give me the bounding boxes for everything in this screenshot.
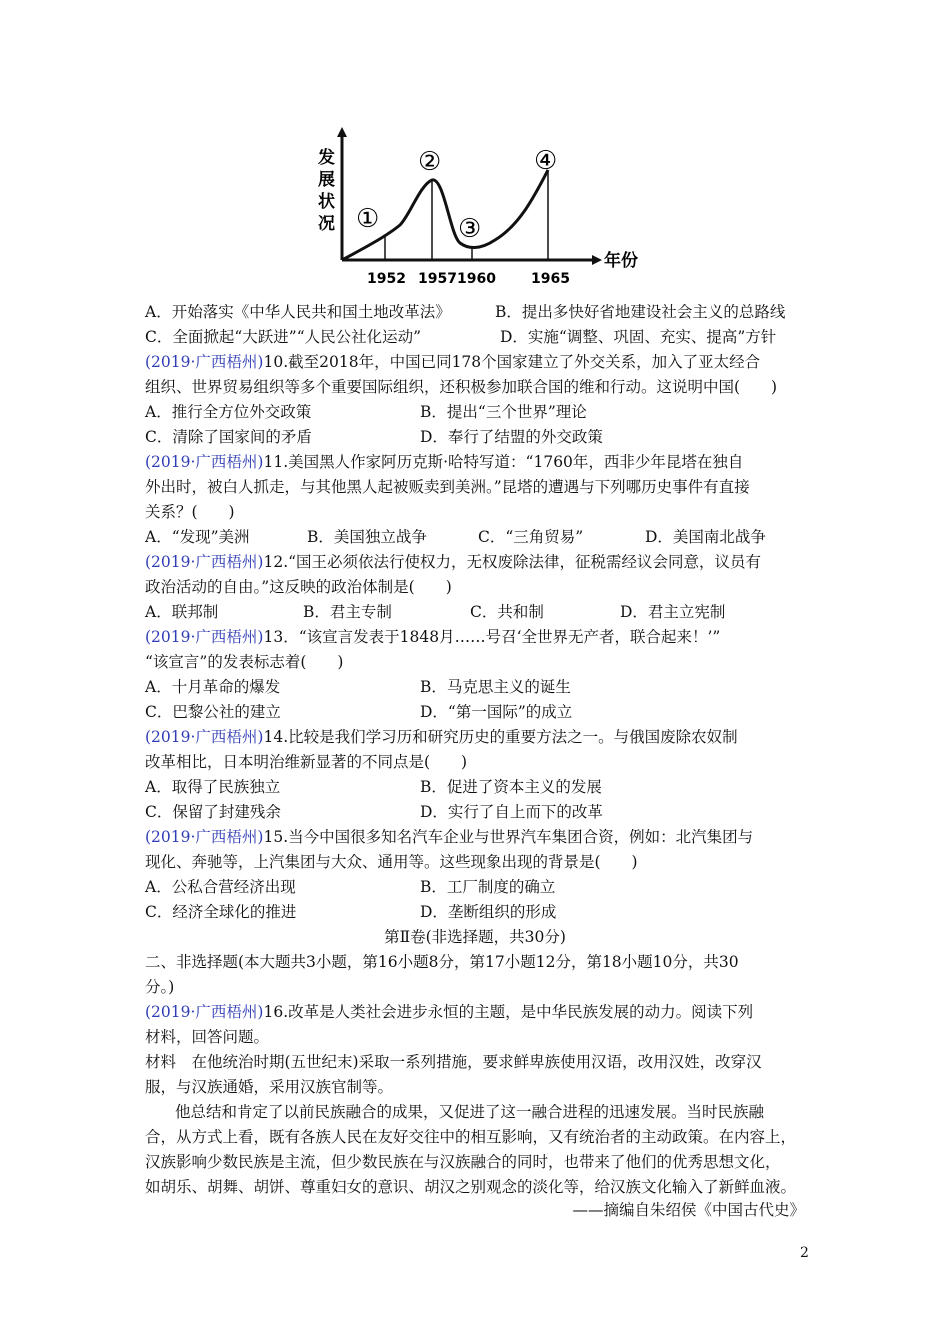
q9-option-a[interactable]: A．开始落实《中华人民共和国土地改革法》 [145, 303, 451, 321]
q12-options-row [145, 602, 726, 622]
q16-stem-line-1 [145, 1002, 753, 1022]
q12-stem-line-1 [145, 552, 761, 572]
q11-option-a[interactable]: A．“发现”美洲 [145, 528, 250, 546]
q13-stem-line-1 [145, 627, 720, 647]
q14-option-a[interactable]: A．取得了民族独立 [145, 778, 281, 796]
q16-passage-line-1: 他总结和肯定了以前民族融合的成果，又促进了这一融合进程的迅速发展。当时民族融 [175, 1103, 765, 1121]
q12-option-d[interactable]: D．君主立宪制 [620, 603, 726, 621]
q14-stem-line-1 [145, 727, 738, 747]
q13-options-row-1 [145, 677, 571, 697]
q14-option-b[interactable]: B．促进了资本主义的发展 [420, 778, 602, 796]
ylabel-char-1: 发 [318, 148, 335, 168]
q10-option-a[interactable]: A．推行全方位外交政策 [145, 403, 312, 421]
q11-text-1: 11.美国黑人作家阿历克斯·哈特写道：“1760年，西非少年昆塔在独自 [263, 453, 744, 471]
y-axis-arrow [337, 127, 347, 137]
q10-option-b[interactable]: B．提出“三个世界”理论 [420, 403, 587, 421]
q9-option-d[interactable]: D．实施“调整、巩固、充实、提高”方针 [500, 328, 777, 346]
q10-options-row-1 [145, 402, 587, 422]
q10-option-c[interactable]: C．清除了国家间的矛盾 [145, 428, 312, 446]
q13-option-b[interactable]: B．马克思主义的诞生 [420, 678, 571, 696]
q11-options-row [145, 527, 766, 547]
q10-stem-line-1 [145, 352, 760, 372]
q12-stem-line-2: 政治活动的自由。”这反映的政治体制是( ) [145, 578, 452, 596]
q14-options-row-1 [145, 777, 602, 797]
section-2-title: 第Ⅱ卷(非选择题，共30分) [384, 928, 566, 946]
q12-option-a[interactable]: A．联邦制 [145, 603, 219, 621]
q9-options-row-1 [145, 302, 786, 322]
marker-4: ④ [534, 146, 558, 176]
q11-stem-line-1 [145, 452, 743, 472]
q13-stem-line-2: “该宣言”的发表标志着( ) [145, 653, 344, 671]
q11-option-c[interactable]: C．“三角贸易” [478, 528, 584, 546]
q10-option-d[interactable]: D．奉行了结盟的外交政策 [420, 428, 603, 446]
q9-options-row-2 [145, 327, 777, 347]
q16-citation: ——摘编自朱绍侯《中国古代史》 [572, 1201, 805, 1219]
q12-source: (2019·广西梧州) [145, 553, 264, 571]
q15-option-c[interactable]: C．经济全球化的推进 [145, 903, 297, 921]
marker-3: ③ [458, 214, 482, 244]
ylabel-char-3: 状 [318, 192, 335, 212]
q16-text-1: 16.改革是人类社会进步永恒的主题，是中华民族发展的动力。阅读下列 [263, 1003, 754, 1021]
ylabel-char-4: 况 [318, 214, 335, 234]
q10-text-1: 10.截至2018年，中国已同178个国家建立了外交关系，加入了亚太经合 [263, 353, 761, 371]
q11-stem-line-3: 关系？( ) [145, 503, 235, 521]
q11-stem-line-2: 外出时，被白人抓走，与其他黑人起被贩卖到美洲。”昆塔的遭遇与下列哪历史事件有直接 [145, 478, 750, 496]
q16-passage-line-3: 汉族影响少数民族是主流，但少数民族在与汉族融合的同时，也带来了他们的优秀思想文化， [145, 1153, 781, 1171]
q15-stem-line-2: 现化、奔驰等，上汽集团与大众、通用等。这些现象出现的背景是( ) [145, 853, 638, 871]
ylabel-char-2: 展 [318, 170, 335, 190]
marker-1: ① [356, 204, 380, 234]
q12-text-1: 12.“国王必须依法行使权力，无权废除法律，征税需经议会同意，议员有 [263, 553, 762, 571]
q13-text-1: 13．“该宣言发表于1848月……号召‘全世界无产者，联合起来！’” [263, 628, 721, 646]
xlabel: 年份 [604, 251, 638, 271]
year-1957: 1957 [418, 271, 457, 287]
q11-option-d[interactable]: D．美国南北战争 [645, 528, 766, 546]
q16-stem-line-2: 材料，回答问题。 [145, 1028, 270, 1046]
q15-source: (2019·广西梧州) [145, 828, 264, 846]
year-1965: 1965 [531, 271, 570, 287]
q15-options-row-2 [145, 902, 557, 922]
q16-passage-line-2: 合，从方式上看，既有各族人民在友好交往中的相互影响，又有统治者的主动政策。在内容上， [145, 1128, 797, 1146]
q11-source: (2019·广西梧州) [145, 453, 264, 471]
q15-text-1: 15.当今中国很多知名汽车企业与世界汽车集团合资，例如：北汽集团与 [263, 828, 754, 846]
q15-stem-line-1 [145, 827, 753, 847]
q16-material-line-2: 服，与汉族通婚，采用汉族官制等。 [145, 1078, 394, 1096]
q14-options-row-2 [145, 802, 603, 822]
q14-stem-line-2: 改革相比，日本明治维新显著的不同点是( ) [145, 753, 468, 771]
q13-options-row-2 [145, 702, 573, 722]
q16-passage-line-4: 如胡乐、胡舞、胡饼、尊重妇女的意识、胡汉之别观念的淡化等，给汉族文化输入了新鲜血液。 [145, 1178, 797, 1196]
q14-source: (2019·广西梧州) [145, 728, 264, 746]
section-2-desc-line-2: 分。) [145, 978, 175, 996]
year-1952: 1952 [367, 271, 406, 287]
q9-option-c[interactable]: C．全面掀起“大跃进”“人民公社化运动” [145, 328, 422, 346]
q15-options-row-1 [145, 877, 556, 897]
q13-option-d[interactable]: D．“第一国际”的成立 [420, 703, 573, 721]
q13-source: (2019·广西梧州) [145, 628, 264, 646]
x-axis-arrow [592, 255, 602, 265]
page-number: 2 [800, 1245, 809, 1261]
q13-option-a[interactable]: A．十月革命的爆发 [145, 678, 281, 696]
section-2-desc-line-1: 二、非选择题(本大题共3小题，第16小题8分，第17小题12分，第18小题10分，共30 [145, 953, 739, 971]
q14-option-c[interactable]: C．保留了封建残余 [145, 803, 281, 821]
q10-source: (2019·广西梧州) [145, 353, 264, 371]
q16-material-line-1: 材料 在他统治时期(五世纪末)采取一系列措施，要求鲜卑族使用汉语，改用汉姓，改穿汉 [145, 1053, 762, 1071]
q16-source: (2019·广西梧州) [145, 1003, 264, 1021]
q13-option-c[interactable]: C．巴黎公社的建立 [145, 703, 281, 721]
q11-option-b[interactable]: B．美国独立战争 [307, 528, 427, 546]
q14-text-1: 14.比较是我们学习历和研究历史的重要方法之一。与俄国废除农奴制 [263, 728, 738, 746]
marker-2: ② [418, 147, 442, 177]
q10-options-row-2 [145, 427, 603, 447]
q15-option-b[interactable]: B．工厂制度的确立 [420, 878, 556, 896]
development-chart [310, 125, 640, 290]
q12-option-c[interactable]: C．共和制 [470, 603, 544, 621]
q10-stem-line-2: 组织、世界贸易组织等多个重要国际组织，还积极参加联合国的维和行动。这说明中国( ) [145, 378, 778, 396]
q15-option-a[interactable]: A．公私合营经济出现 [145, 878, 296, 896]
q12-option-b[interactable]: B．君主专制 [303, 603, 392, 621]
year-1960: 1960 [457, 271, 496, 287]
q14-option-d[interactable]: D．实行了自上而下的改革 [420, 803, 603, 821]
q9-option-b[interactable]: B．提出多快好省地建设社会主义的总路线 [495, 303, 786, 321]
q15-option-d[interactable]: D．垄断组织的形成 [420, 903, 557, 921]
